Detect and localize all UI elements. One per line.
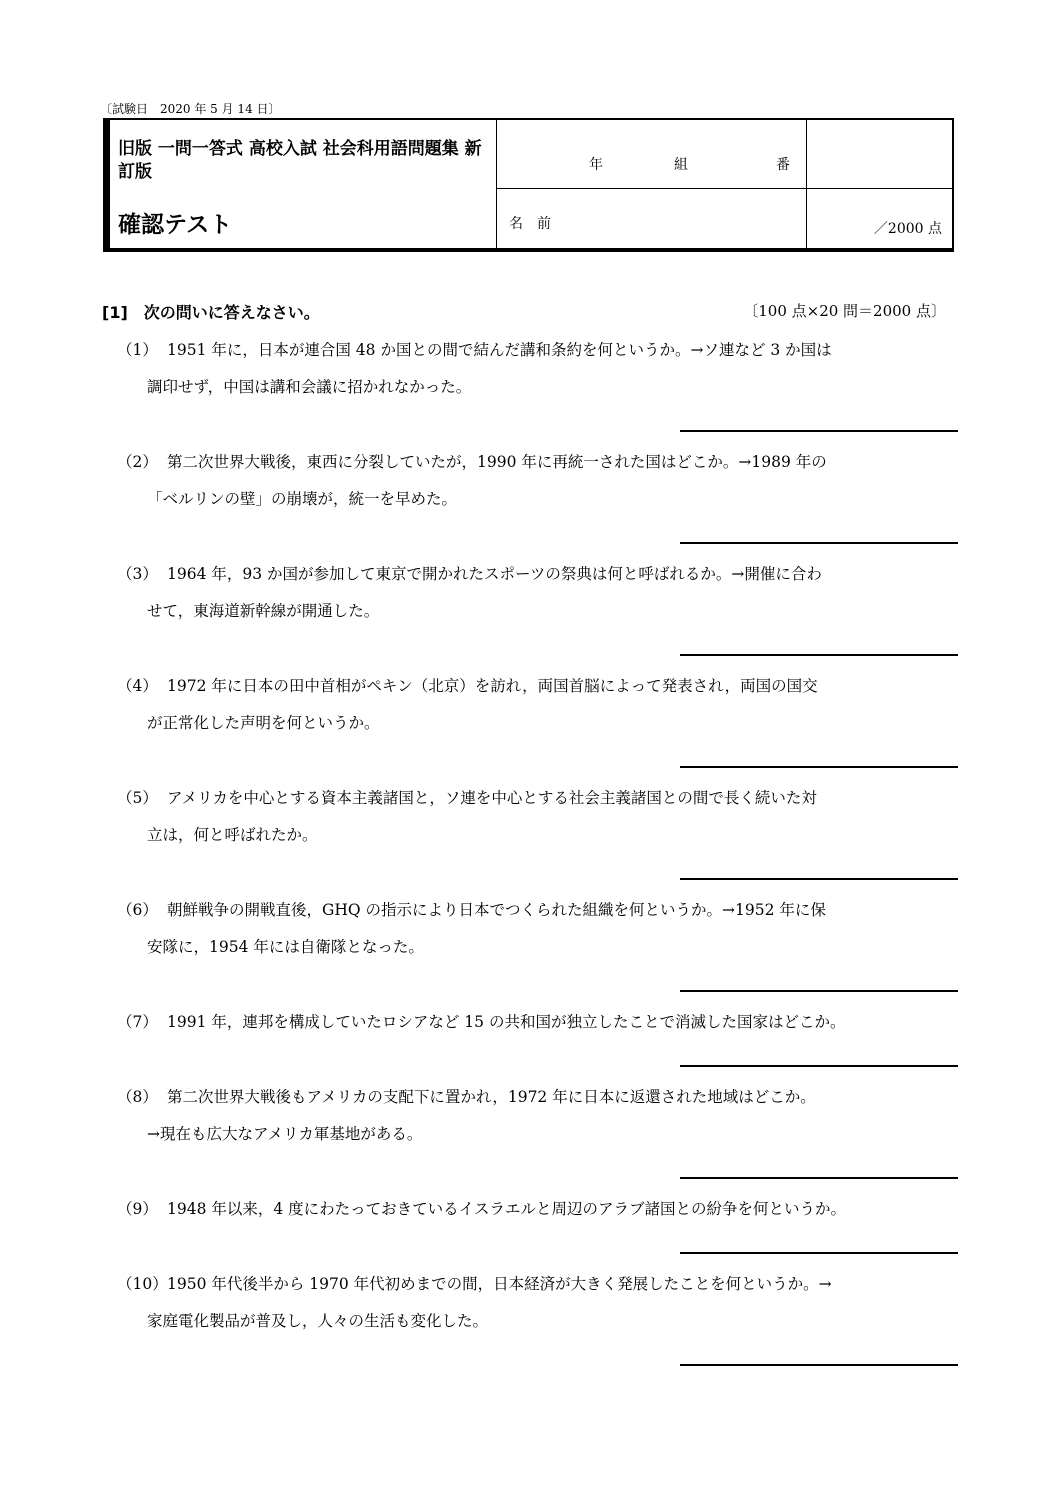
question-text: 1950 年代後半から 1970 年代初めまでの間，日本経済が大きく発展したことを何というか。→	[167, 1275, 832, 1293]
question-text-cont: せて，東海道新幹線が開通した。	[147, 602, 380, 620]
test-title: 確認テスト	[118, 212, 233, 238]
class-label: 組	[674, 157, 688, 173]
question-number: （1）	[117, 341, 158, 359]
question-text: 1948 年以来，4 度にわたっておきているイスラエルと周辺のアラブ諸国との紛争を何というか。	[167, 1200, 847, 1218]
question-text: 1972 年に日本の田中首相がペキン（北京）を訪れ，両国首脳によって発表され，両国の国交	[167, 677, 818, 695]
question-number: （3）	[117, 565, 158, 583]
answer-line[interactable]	[680, 766, 958, 768]
question-text: アメリカを中心とする資本主義諸国と，ソ連を中心とする社会主義諸国との間で長く続いた対	[167, 789, 817, 807]
question-text: 1991 年，連邦を構成していたロシアなど 15 の共和国が独立したことで消滅した国家はどこか。	[167, 1013, 846, 1031]
question-number: （9）	[117, 1200, 158, 1218]
question-text-cont: 調印せず，中国は講和会議に招かれなかった。	[147, 378, 472, 396]
answer-line[interactable]	[680, 990, 958, 992]
book-subtitle: 旧版 一問一答式 高校入試 社会科用語問題集 新訂版	[118, 139, 482, 182]
question-text-cont: 立は，何と呼ばれたか。	[147, 826, 318, 844]
header-box	[103, 118, 954, 252]
divider	[807, 188, 952, 189]
divider	[497, 188, 806, 189]
answer-line[interactable]	[680, 1252, 958, 1254]
question-number: （5）	[117, 789, 158, 807]
score-info: 〔100 点×20 問＝2000 点〕	[743, 302, 946, 320]
score-cell	[807, 120, 952, 248]
section-number: [1]	[102, 303, 128, 322]
answer-line[interactable]	[680, 542, 958, 544]
answer-line[interactable]	[680, 878, 958, 880]
section-heading	[102, 300, 320, 323]
title-cell	[110, 120, 497, 248]
question-text: 1964 年，93 か国が参加して東京で開かれたスポーツの祭典は何と呼ばれるか。→開催に合わ	[167, 565, 822, 583]
question-text-cont: 安隊に，1954 年には自衛隊となった。	[147, 938, 424, 956]
answer-line[interactable]	[680, 430, 958, 432]
answer-line[interactable]	[680, 1065, 958, 1067]
answer-line[interactable]	[680, 654, 958, 656]
question-number: （4）	[117, 677, 158, 695]
question-text: 1951 年に，日本が連合国 48 か国との間で結んだ講和条約を何というか。→ソ連など 3 か国は	[167, 341, 832, 359]
total-points-label: ／2000 点	[873, 221, 942, 237]
question-text: 第二次世界大戦後もアメリカの支配下に置かれ，1972 年に日本に返還された地域はどこか。	[167, 1088, 816, 1106]
question-text-cont: 家庭電化製品が普及し，人々の生活も変化した。	[147, 1312, 489, 1330]
question-text-cont: 「ベルリンの壁」の崩壊が，統一を早めた。	[147, 490, 458, 508]
name-label: 名前	[509, 216, 565, 232]
number-label: 番	[776, 157, 790, 173]
answer-line[interactable]	[680, 1364, 958, 1366]
question-number: （7）	[117, 1013, 158, 1031]
question-number: （8）	[117, 1088, 158, 1106]
student-info-cell	[497, 120, 807, 248]
question-number: （2）	[117, 453, 158, 471]
question-number: （6）	[117, 901, 158, 919]
question-text-cont: が正常化した声明を何というか。	[147, 714, 380, 732]
section-instruction: 次の問いに答えなさい。	[143, 303, 320, 322]
question-text: 第二次世界大戦後，東西に分裂していたが，1990 年に再統一された国はどこか。→1989 年の	[167, 453, 827, 471]
question-text-cont: →現在も広大なアメリカ軍基地がある。	[147, 1125, 423, 1143]
question-text: 朝鮮戦争の開戦直後，GHQ の指示により日本でつくられた組織を何というか。→1952 年に保	[167, 901, 826, 919]
question-number: （10）	[117, 1275, 168, 1293]
exam-date: 〔試験日 2020 年 5 月 14 日〕	[100, 102, 281, 116]
answer-line[interactable]	[680, 1177, 958, 1179]
year-label: 年	[589, 157, 603, 173]
